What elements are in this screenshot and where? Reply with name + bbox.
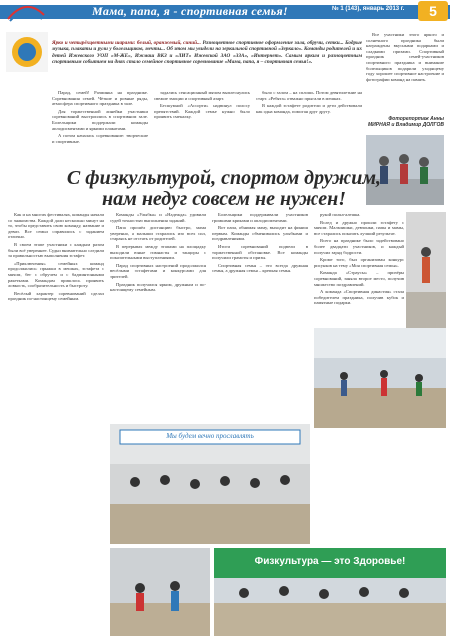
col1-p3: А потом началась соревнование: творческие и спортивные. [52,133,148,144]
headline-line-1: С физкультурой, спортом дружим, [66,167,382,189]
column-3-top [256,90,362,166]
top-left-logo-image [6,32,48,72]
col1-p4: Как и на многих фестивалях, команды начали со знакомства. Каждой дали несколько минут на то, чтобы представить свою команду, название и девиз. Все семьи справились с заданием отлично. [8,212,104,240]
col4-p3: Всего на празднике было задействовано более двадцати участников, и каждый получил заряд бодрости. [314,238,404,255]
col3-p2: В каждой эстафете родители и дети действовали как одна команда, помогая друг другу. [256,103,362,114]
sidebar-text-block [366,32,444,114]
issue-info: № 1 (143), январь 2013 г. [332,6,405,12]
col1-p5: В своем этапе участники с каждым разом были всё увереннее. Судьи внимательно следили за правильностью выполнения эстафет. [8,241,104,259]
col3-p5: Итоги соревнований подвели в торжественной обстановке. Все команды получили грамоты и призы. [212,243,308,261]
col2-p5: В перерывах между этапами на площадку выходили юные гимнасты и танцоры с показательными выступлениями. [110,243,206,261]
photo-families-group [110,424,310,544]
col2-p7: Праздник получился ярким, дружным и по-настоящему семейным. [110,281,206,293]
col1-p1: Парад, семей! Разминка на празднике. Соревнования семей. Чёткие и ровные ряды, атмосфера спортивного праздника в зале. [52,90,148,107]
sidebar-text: Все участники этого яркого и солнечного праздника были награждены вкусными подарками и сладкими призами. Спортивный праздник семей-участников спортивного праздника и внимание болельщиков подарили уходящему году хорошее спортивное настроение и фотографии команд на память. [366,32,444,82]
col1-p2: Для торжественной линейки участники соревнований выстроились в спортивном зале. Болельщики поддержали команды аплодисментами и яркими плакатами. [52,108,148,131]
main-headline [28,168,420,210]
column-1 [8,212,104,632]
banner-text: Физкультура — это Здоровье! [254,556,406,567]
col3-p6: Спортивная семья – это всегда дружная семья, а дружная семья – крепкая семья. [212,262,308,274]
photo-gym-hall [314,328,446,428]
photo-relay-race [406,212,446,332]
col1-p6: «Приключения» семейных команд продолжились: прыжки в мешках, эстафета с мячом, бег с обручем и с бадминтонными ракетками. Командам пришлось проявить ловкость, сообразительность и быстроту. [8,260,104,289]
photo-winners-banner [214,548,446,636]
col4-p4: Кроме того, был организован конкурс рисунков на тему «Моя спортивная семья». [314,257,404,268]
col2-p1: задались сенсационный мячом выплеснулись свежие эмоции и спортивный азарт. [154,90,250,101]
photo-credit: Фоторепортаж Анны МИРНАЯ и Владимир ДОЛГОВ [367,116,444,128]
col2-p2: Бесшумной «Ассорти» надвинул полосу препятствий. Каждой семье нужно было проявить смекалку. [154,103,250,120]
col4-p1: рукой полка-алешка. [320,212,361,217]
col4-p2: Вслед и дружно прошли эстафету с мячом. Мальчишки, девчонки, папы и мамы, все старались показать лучший результат. [314,219,404,236]
col2-p4: Папа прошёл дистанцию быстро, мама уверенно, а малыши старались изо всех сил, стараясь не отстать от родителей. [110,225,206,242]
headline-line-2: нам недуг совсем не нужен! [102,188,346,210]
col2-p3: Команды «Улыбка» и «Надежда» удивили судей точностью выполнения заданий. [110,212,206,223]
col3-p3: Болельщики поддерживали участников громкими криками и аплодисментами. [212,212,308,223]
lead-paragraph [52,40,362,65]
logo-shape-icon [6,32,48,72]
column-3 [212,212,308,420]
column-1-top [52,90,148,166]
newspaper-logo-icon [6,1,46,23]
lead-first-sentence: Ярко и четырёхцветными шарами: белый, оранжевый, синий... [52,40,201,46]
column-4 [314,212,404,322]
col3-p4: Вот папа, обнимая маму, выходит на финиш первым. Команды обменивались улыбками и поздравлениями. [212,225,308,242]
sidebar [366,32,444,128]
col3-p1: было с залом – на сплошь. Потом девятилетние на старт. «Ребята» отважно прыгали в мешках. [256,90,362,101]
col1-p7: Весёлый характер соревнований сделал праздник по-настоящему семейным. [8,290,104,302]
col4-p5: Команда «Страусы» – призёры соревнований, заняла второе место, получив множество поздравлений. [314,270,404,287]
col4-p6: А команда «Спортивная династия» стала победителем праздника, получив кубок и памятные подарки. [314,289,404,306]
column-2-top [154,90,250,166]
photo-competition [110,548,210,636]
section-title: Мама, папа, я - спортивная семья! [92,4,288,18]
lead-text: Разноцветное спортивное оформление зала, обручи, сетки... Бодрые музыка, плакаты и рули у болельщиков, мечты... Об этом мы увидели на зеркальной спортивной «Зеркало». Команды родителей и их детей Ижевского УОП «М-ЖЕ», Ижмаш ВКЗ и «ЛИТ» Ижевской ЗАО «ЗЗА», «Интернет». Самым ярким и разноцветным спортивным событием на днях стало семейное спортивное соревнование «Мама, папа, я – спортивная семья!». [52,40,362,65]
column-2 [110,212,206,420]
page-header [0,0,450,30]
page-number: 5 [418,1,448,21]
col2-p6: Парад спортивных настроений продолжился весёлыми эстафетами и конкурсами для зрителей. [110,262,206,279]
slogan-banner: Мы будем вечно прославлять [166,432,254,440]
